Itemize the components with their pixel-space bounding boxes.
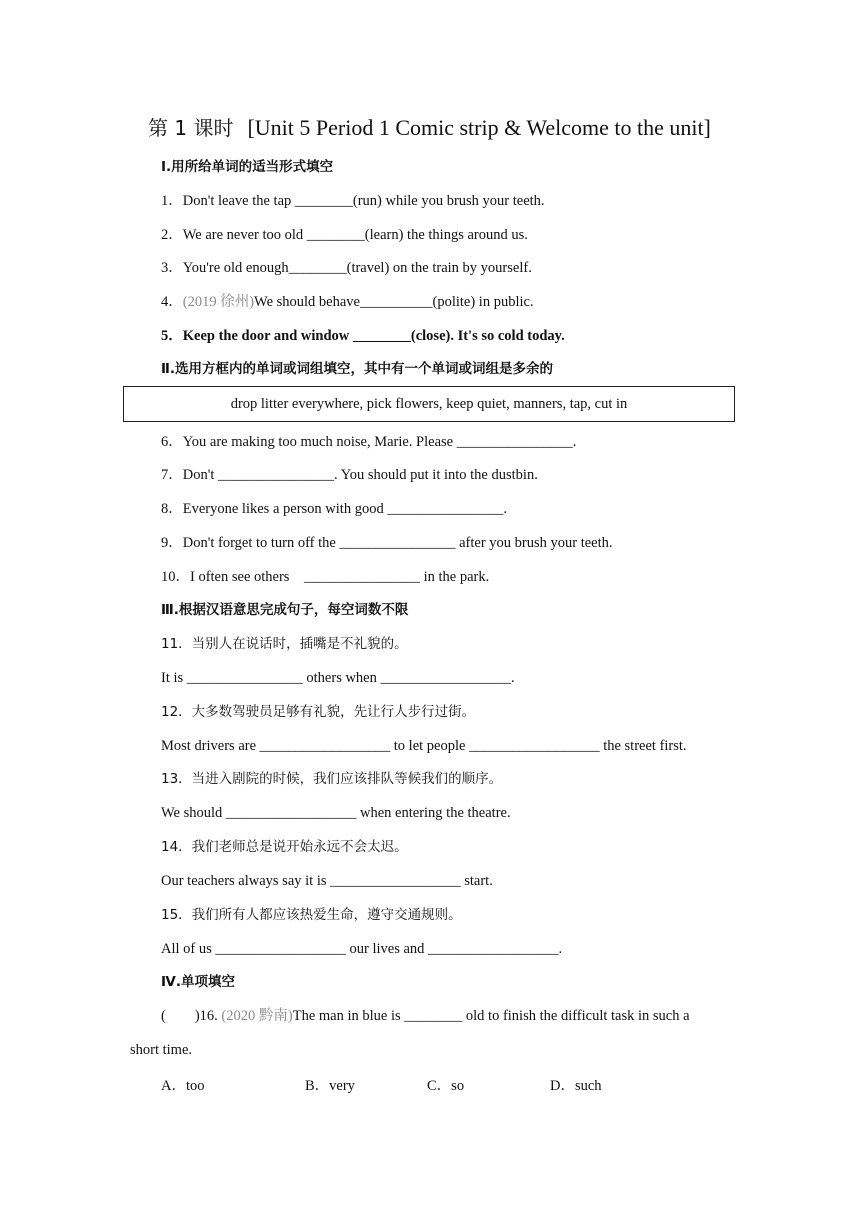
section-2-heading: Ⅱ.选用方框内的单词或词组填空，其中有一个单词或词组是多余的 bbox=[161, 361, 554, 377]
option-b: B．very bbox=[305, 1078, 355, 1094]
question-9: 9．Don't forget to turn off the ________________ after you brush your teeth. bbox=[161, 535, 613, 551]
word-box: drop litter everywhere, pick flowers, keep quiet, manners, tap, cut in bbox=[123, 386, 735, 422]
question-6: 6．You are making too much noise, Marie. Please ________________. bbox=[161, 434, 577, 450]
question-13-english: We should __________________ when entering the theatre. bbox=[161, 805, 511, 821]
option-d: D．such bbox=[550, 1078, 602, 1094]
question-1: 1．Don't leave the tap ________(run) while you brush your teeth. bbox=[161, 193, 545, 209]
question-7: 7．Don't ________________. You should put it into the dustbin. bbox=[161, 467, 538, 483]
question-2: 2．We are never too old ________(learn) the things around us. bbox=[161, 227, 528, 243]
page-title bbox=[148, 112, 848, 144]
question-16-continuation: short time. bbox=[130, 1042, 193, 1058]
question-4-text: We should behave__________(polite) in public. bbox=[254, 294, 534, 310]
question-13-chinese: 13．当进入剧院的时候，我们应该排队等候我们的顺序。 bbox=[161, 771, 503, 787]
title-period: 第 1 课时 bbox=[148, 116, 234, 140]
question-4-number: 4． bbox=[161, 294, 183, 310]
question-15-english: All of us __________________ our lives and __________________. bbox=[161, 941, 563, 957]
question-16-source: (2020 黔南) bbox=[221, 1008, 293, 1024]
section-4-heading: Ⅳ.单项填空 bbox=[161, 974, 235, 990]
question-15-chinese: 15．我们所有人都应该热爱生命，遵守交通规则。 bbox=[161, 907, 462, 923]
question-11-english: It is ________________ others when __________________. bbox=[161, 670, 515, 686]
question-11-chinese: 11．当别人在说话时，插嘴是不礼貌的。 bbox=[161, 636, 408, 652]
question-4 bbox=[161, 292, 534, 312]
question-16 bbox=[161, 1006, 690, 1026]
question-16-text: The man in blue is ________ old to finish the difficult task in such a bbox=[292, 1008, 690, 1024]
question-12-english: Most drivers are __________________ to let people __________________ the street first. bbox=[161, 738, 687, 754]
question-10: 10．I often see others ________________ in the park. bbox=[161, 569, 490, 585]
question-14-chinese: 14．我们老师总是说开始永远不会太迟。 bbox=[161, 839, 408, 855]
question-14-english: Our teachers always say it is __________________ start. bbox=[161, 873, 493, 889]
question-5: 5．Keep the door and window ________(close). It's so cold today. bbox=[161, 328, 565, 344]
section-1-heading: Ⅰ.用所给单词的适当形式填空 bbox=[161, 159, 334, 175]
question-16-bracket: ( )16. bbox=[161, 1008, 222, 1024]
question-3: 3．You're old enough________(travel) on the train by yourself. bbox=[161, 260, 532, 276]
title-unit: [Unit 5 Period 1 Comic strip & Welcome to the unit] bbox=[247, 115, 711, 140]
question-12-chinese: 12．大多数驾驶员足够有礼貌，先让行人步行过街。 bbox=[161, 704, 476, 720]
question-4-source: (2019 徐州) bbox=[182, 294, 255, 310]
option-c: C．so bbox=[427, 1078, 465, 1094]
option-a: A．too bbox=[161, 1078, 205, 1094]
section-3-heading: Ⅲ.根据汉语意思完成句子，每空词数不限 bbox=[161, 602, 409, 618]
question-8: 8．Everyone likes a person with good ________________. bbox=[161, 501, 507, 517]
